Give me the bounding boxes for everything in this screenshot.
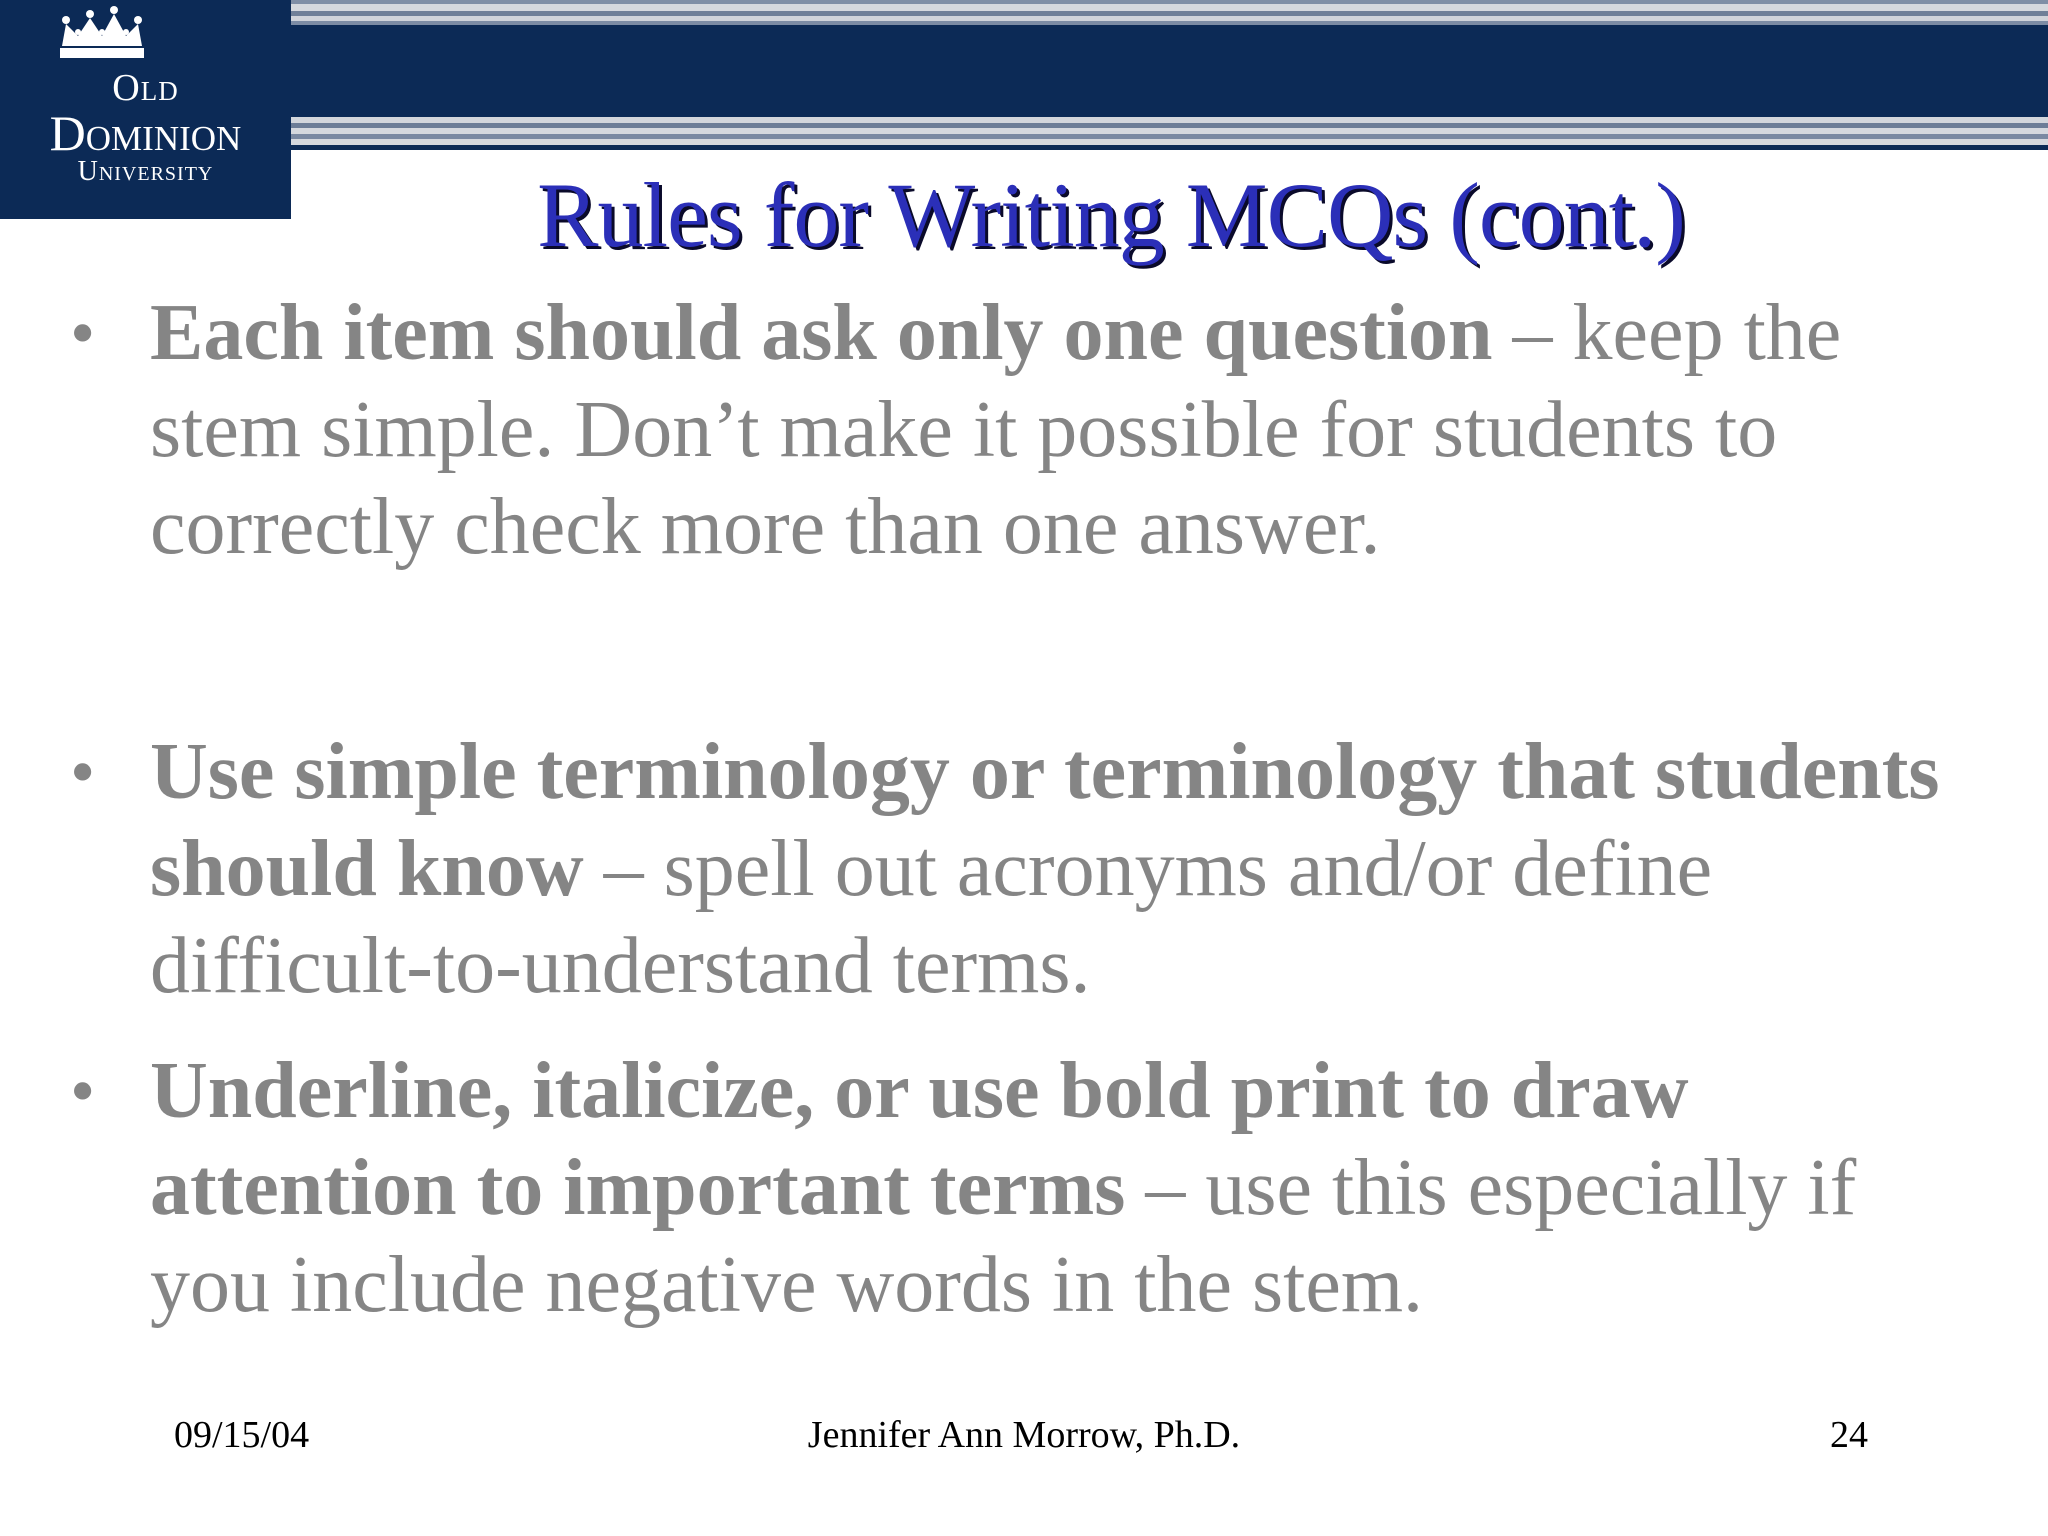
logo-text-dominion: Dominion [49, 105, 242, 161]
slide-title: Rules for Writing MCQs (cont.) [537, 164, 1685, 266]
page-number: 24 [1830, 1414, 1868, 1456]
bullet-dot-icon: • [70, 293, 96, 373]
bullet-lead: Use simple terminology or terminology that students should know [150, 728, 1940, 913]
bullet-text: – keep the stem simple. Don’t make it possible for students to correctly check more than one answer. [150, 289, 1842, 571]
bullet-item [70, 1043, 1990, 1334]
bullet-text: – use this especially if you include negative words in the stem. [150, 1144, 1857, 1329]
logo-text-old: Old [112, 67, 179, 109]
bullet-item [70, 724, 1990, 1015]
footer-author: Jennifer Ann Morrow, Ph.D. [807, 1414, 1241, 1456]
bullet-text: – spell out acronyms and/or define difficult-to-understand terms. [150, 825, 1713, 1010]
logo-text-university: University [77, 156, 214, 187]
bullet-lead: Underline, italicize, or use bold print to draw attention to important terms [150, 1047, 1689, 1232]
footer-date: 09/15/04 [174, 1414, 310, 1456]
bullet-dot-icon: • [70, 1051, 96, 1131]
bullet-item [70, 285, 1990, 576]
bullet-dot-icon: • [70, 732, 96, 812]
bullet-lead: Each item should ask only one question [150, 289, 1493, 377]
